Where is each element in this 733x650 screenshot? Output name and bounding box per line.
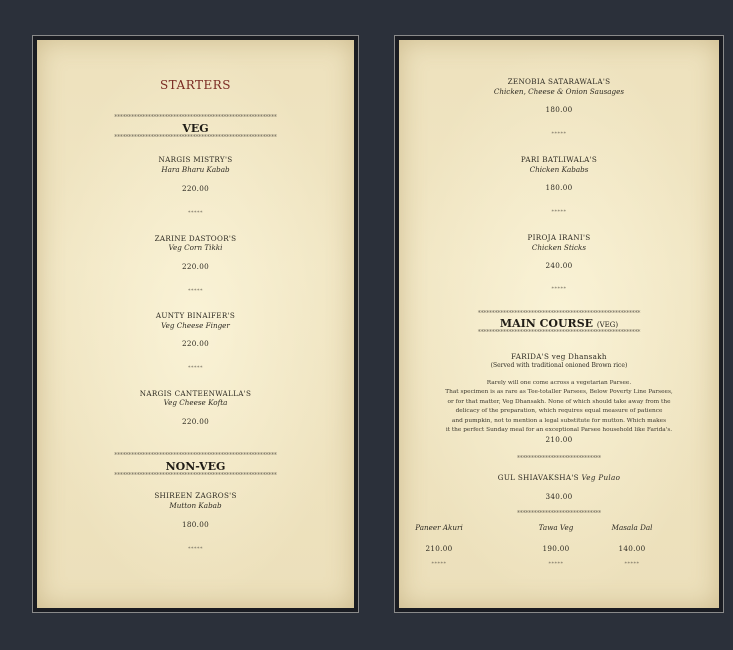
item-separator: ***** xyxy=(551,209,567,215)
side-dish-column xyxy=(592,523,672,567)
item-separator: ***** xyxy=(551,131,567,137)
star-divider: ****************************** xyxy=(516,455,601,462)
menu-item-dish: Veg Corn Tikki xyxy=(168,243,223,252)
menu-item-name: SHIREEN ZAGROS'S xyxy=(154,491,237,500)
item-separator: ***** xyxy=(188,546,203,552)
side-dish-column xyxy=(516,523,596,567)
menu-item-dish: Veg Pulao xyxy=(581,473,621,482)
side-dish-name: Masala Dal xyxy=(611,523,653,532)
star-divider: ****************************** xyxy=(516,510,601,517)
description-line: it the perfect Sunday meal for an exceptional Parsee household like Farida's. xyxy=(445,427,673,434)
menu-item-name: NARGIS MISTRY'S xyxy=(158,155,233,164)
item-separator: ***** xyxy=(188,365,203,371)
menu-item-pulao xyxy=(399,473,719,482)
side-dish-column xyxy=(399,523,479,567)
menu-item-dish: Chicken, Cheese & Onion Sausages xyxy=(493,87,625,96)
menu-item-price: 210.00 xyxy=(545,435,573,444)
menu-item-dish: Chicken Sticks xyxy=(531,243,587,252)
menu-item-name: PARI BATLIWALA'S xyxy=(520,155,598,164)
star-divider: ********************************************************** xyxy=(477,310,641,317)
section-heading-veg: VEG xyxy=(182,122,209,135)
menu-item-price: 180.00 xyxy=(182,520,209,529)
menu-item-price: 180.00 xyxy=(545,183,573,192)
side-dish-price: 140.00 xyxy=(618,544,646,553)
star-divider: ********************************************************** xyxy=(114,114,277,121)
menu-page-right xyxy=(399,40,719,608)
menu-item-name: GUL SHIAVAKSHA'S xyxy=(497,473,579,482)
description-line: or for that matter, Veg Dhansakh. None of which should take away from the xyxy=(447,398,671,405)
side-dish-price: 210.00 xyxy=(425,544,453,553)
menu-item-name: FARIDA'S veg Dhansakh xyxy=(511,352,607,361)
menu-item-dish: Mutton Kabab xyxy=(169,501,222,510)
menu-item-price: 220.00 xyxy=(182,417,209,426)
star-divider: ********************************************************** xyxy=(114,452,277,459)
star-divider: ********************************************************** xyxy=(114,472,277,479)
item-separator: ***** xyxy=(548,561,564,567)
menu-item-description xyxy=(399,379,719,435)
star-divider: ********************************************************** xyxy=(114,134,277,141)
description-line: and pumpkin, not to mention a legal substitute for mutton. Which makes xyxy=(451,417,667,424)
menu-item-name: AUNTY BINAIFER'S xyxy=(155,311,236,320)
menu-item-price: 180.00 xyxy=(545,105,573,114)
menu-item-price: 220.00 xyxy=(182,339,209,348)
menu-item-name: ZARINE DASTOOR'S xyxy=(154,234,237,243)
side-dish-name: Paneer Akuri xyxy=(415,523,463,532)
side-dish-price: 190.00 xyxy=(542,544,570,553)
menu-item-name: ZENOBIA SATARAWALA'S xyxy=(507,77,611,86)
item-separator: ***** xyxy=(188,210,203,216)
menu-item-name: NARGIS CANTEENWALLA'S xyxy=(139,389,252,398)
description-line: Rarely will one come across a vegetarian Parsee. xyxy=(486,380,632,386)
item-separator: ***** xyxy=(551,286,567,292)
star-divider: ********************************************************** xyxy=(477,329,641,336)
menu-item-price: 220.00 xyxy=(182,184,209,193)
item-separator: ***** xyxy=(188,288,203,294)
menu-item-dish: Veg Cheese Finger xyxy=(161,321,230,330)
item-separator: ***** xyxy=(431,561,447,567)
menu-item-price: 340.00 xyxy=(545,492,573,501)
menu-item-note: (Served with traditional onioned Brown rice) xyxy=(490,362,628,369)
section-heading-suffix: (VEG) xyxy=(596,321,619,329)
menu-item-dish: Veg Cheese Kofta xyxy=(163,398,228,407)
menu-item-price: 220.00 xyxy=(182,262,209,271)
item-separator: ***** xyxy=(624,561,640,567)
menu-item-dish: Hara Bharu Kabab xyxy=(161,165,230,174)
description-line: delicacy of the preparation, which requires equal measure of patience xyxy=(455,408,663,415)
menu-item-dish: Chicken Kababs xyxy=(529,165,589,174)
menu-item-name: PIROJA IRANI'S xyxy=(527,233,591,242)
page-title: STARTERS xyxy=(159,78,232,92)
section-heading-text: MAIN COURSE xyxy=(499,317,594,330)
menu-item-price: 240.00 xyxy=(545,261,573,270)
description-line: That specimen is as rare as Tee-totaller Parsees, Below Poverty Line Parsees, xyxy=(445,389,673,396)
menu-page-left xyxy=(37,40,354,608)
side-dish-name: Tawa Veg xyxy=(538,523,574,532)
section-heading-nonveg: NON-VEG xyxy=(165,460,226,473)
